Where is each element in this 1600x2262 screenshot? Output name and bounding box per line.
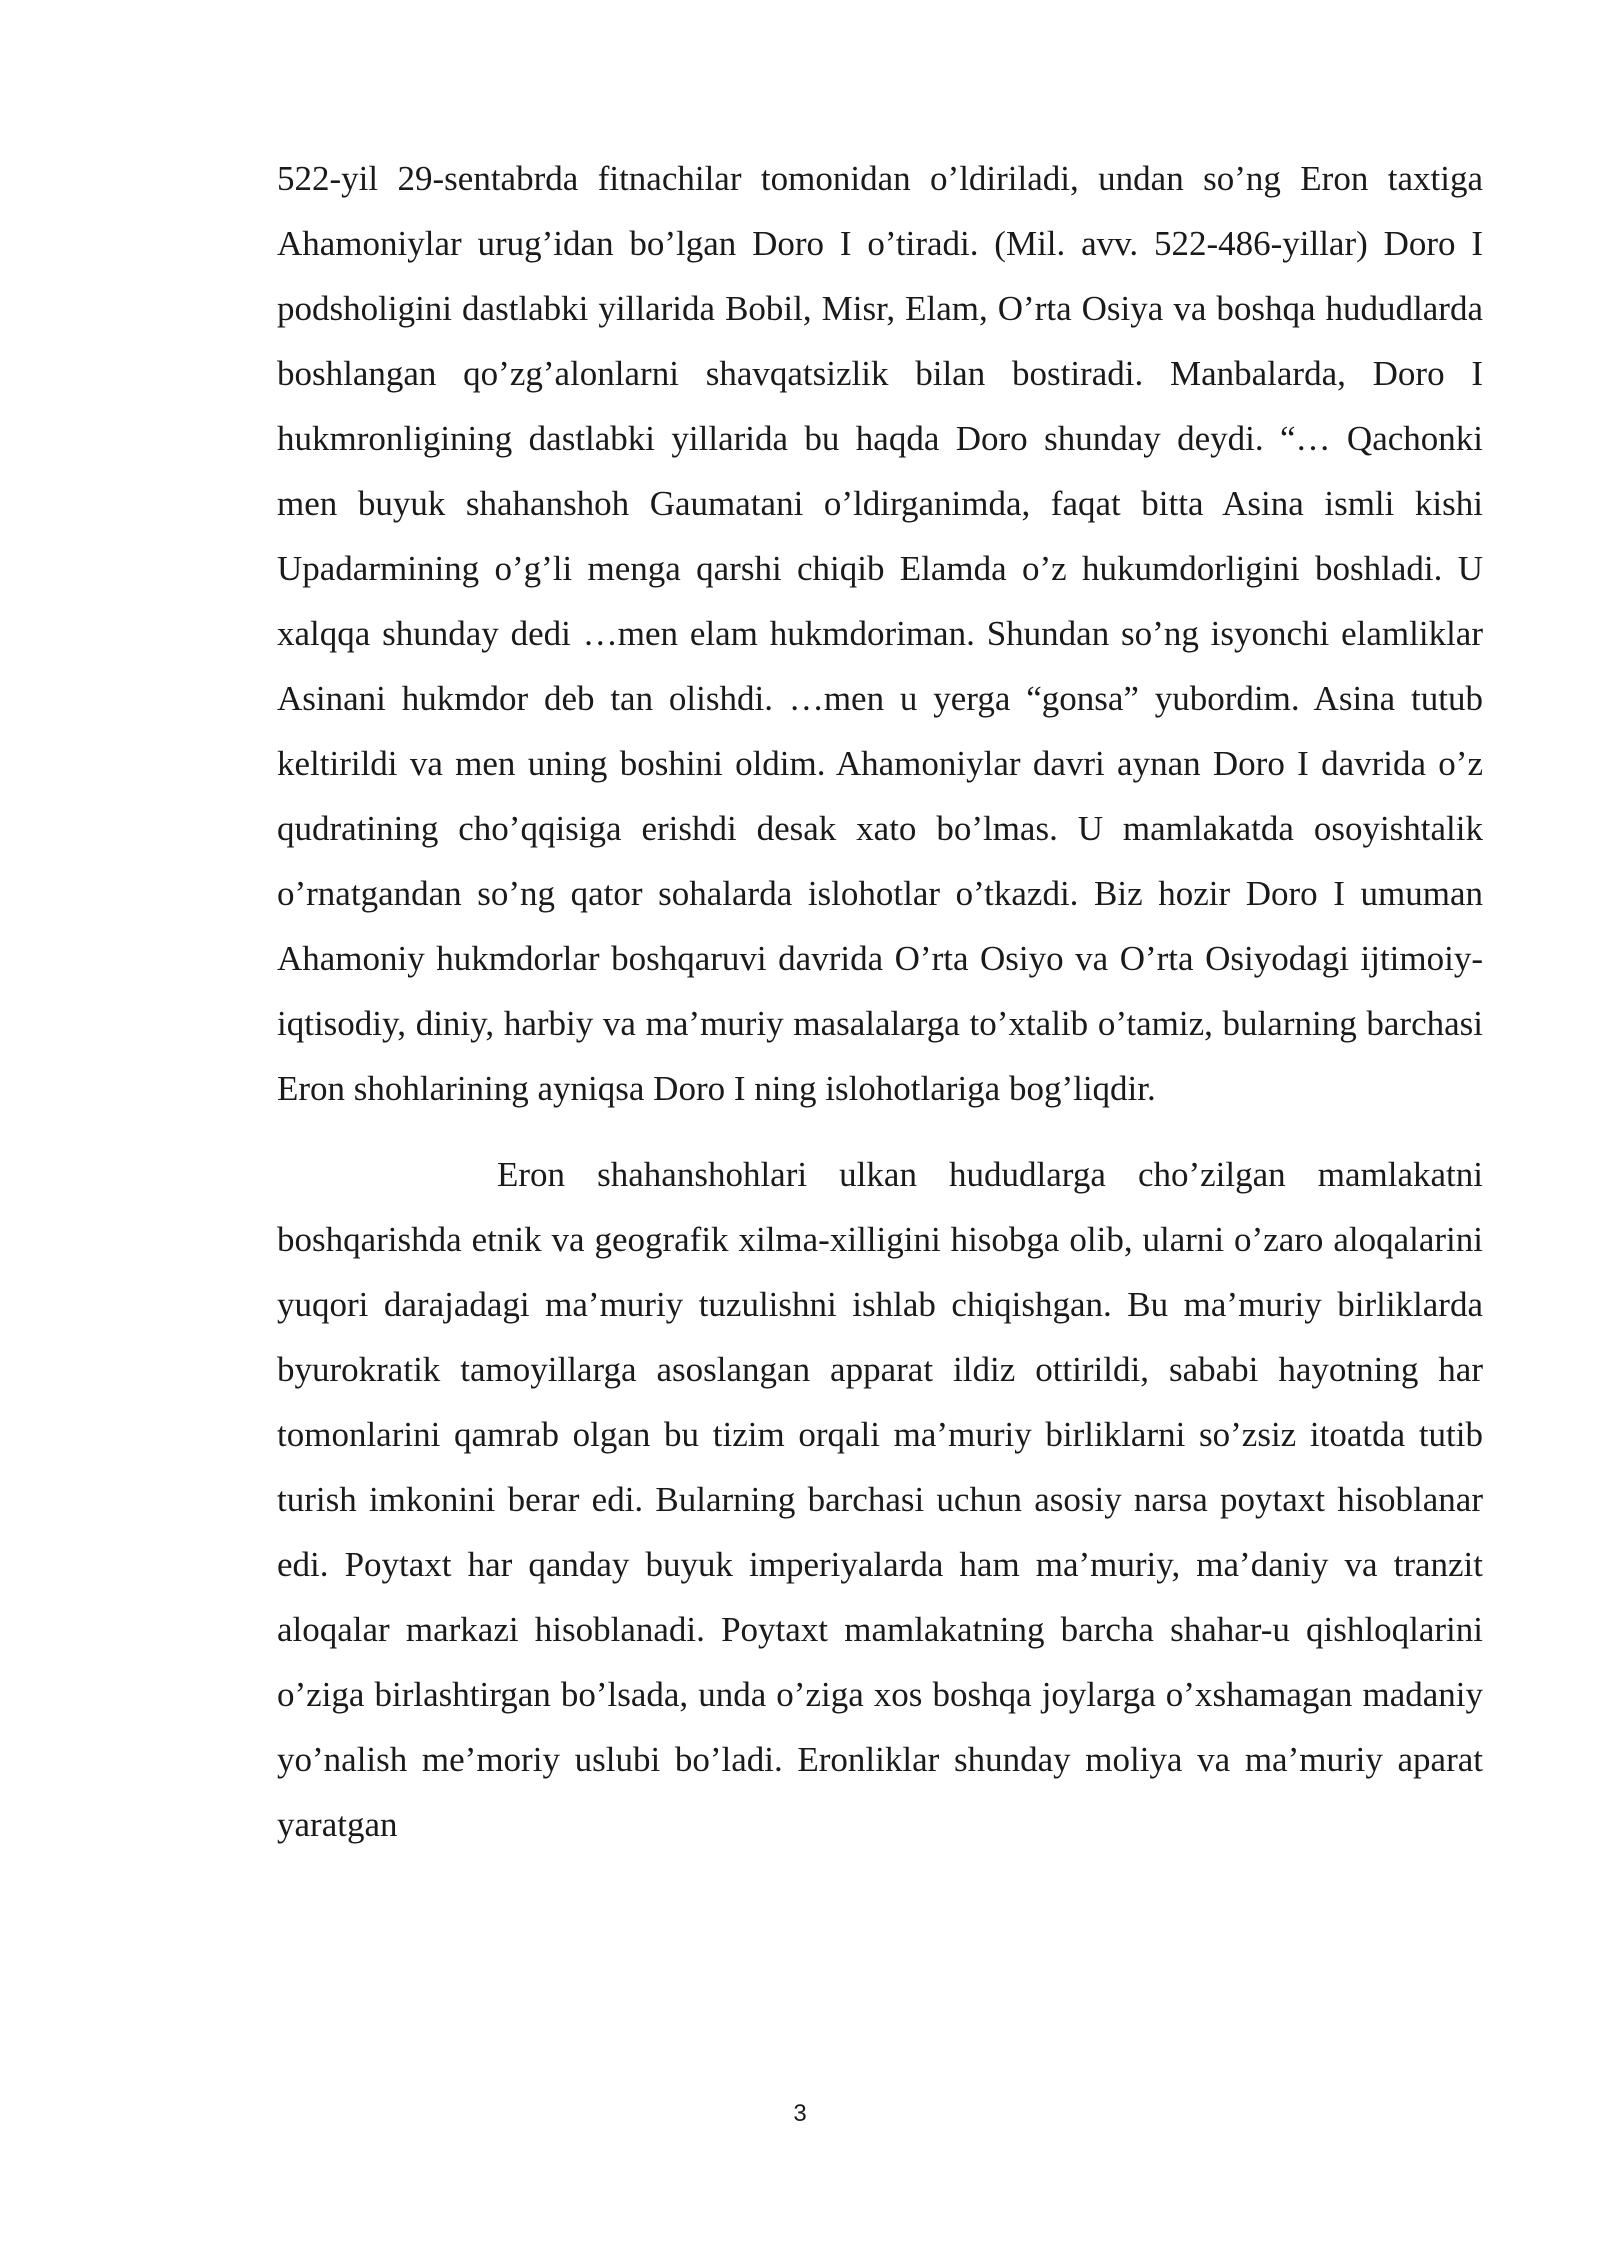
- page-number: 3: [793, 2100, 807, 2127]
- body-text: [277, 146, 1483, 1857]
- paragraph-doro-reign: 522-yil 29-sentabrda fitnachilar tomonidan o’ldiriladi, undan so’ng Eron taxtiga Ahamoniylar urug’idan bo’lgan Doro I o’tiradi. (Mil. avv. 522-486-yillar) Doro I podsholigini dastlabki yillarida Bobil, Misr, Elam, O’rta Osiya va boshqa hududlarda boshlangan qo’zg’alonlarni shavqatsizlik bilan bostiradi. Manbalarda, Doro I hukmronligining dastlabki yillarida bu haqda Doro shunday deydi. “… Qachonki men buyuk shahanshoh Gaumatani o’ldirganimda, faqat bitta Asina ismli kishi Upadarmining o’g’li menga qarshi chiqib Elamda o’z hukumdorligini boshladi. U xalqqa shunday dedi …men elam hukmdoriman. Shundan so’ng isyonchi elamliklar Asinani hukmdor deb tan olishdi. …men u yerga “gonsa” yubordim. Asina tutub keltirildi va men uning boshini oldim. Ahamoniylar davri aynan Doro I davrida o’z qudratining cho’qqisiga erishdi desak xato bo’lmas. U mamlakatda osoyishtalik o’rnatgandan so’ng qator sohalarda islohotlar o’tkazdi. Biz hozir Doro I umuman Ahamoniy hukmdorlar boshqaruvi davrida O’rta Osiyo va O’rta Osiyodagi ijtimoiy-iqtisodiy, diniy, harbiy va ma’muriy masalalarga to’xtalib o’tamiz, bularning barchasi Eron shohlarining ayniqsa Doro I ning islohotlariga bog’liqdir.: [277, 159, 1483, 1108]
- paragraph-administration: Eron shahanshohlari ulkan hududlarga cho’zilgan mamlakatni boshqarishda etnik va geografik xilma-xilligini hisobga olib, ularni o’zaro aloqalarini yuqori darajadagi ma’muriy tuzulishni ishlab chiqishgan. Bu ma’muriy birliklarda byurokratik tamoyillarga asoslangan apparat ildiz ottirildi, sababi hayotning har tomonlarini qamrab olgan bu tizim orqali ma’muriy birliklarni so’zsiz itoatda tutib turish imkonini berar edi. Bularning barchasi uchun asosiy narsa poytaxt hisoblanar edi. Poytaxt har qanday buyuk imperiyalarda ham ma’muriy, ma’daniy va tranzit aloqalar markazi hisoblanadi. Poytaxt mamlakatning barcha shahar-u qishloqlarini o’ziga birlashtirgan bo’lsada, unda o’ziga xos boshqa joylarga o’xshamagan madaniy yo’nalish me’moriy uslubi bo’ladi. Eronliklar shunday moliya va ma’muriy aparat yaratgan: [277, 1155, 1483, 1844]
